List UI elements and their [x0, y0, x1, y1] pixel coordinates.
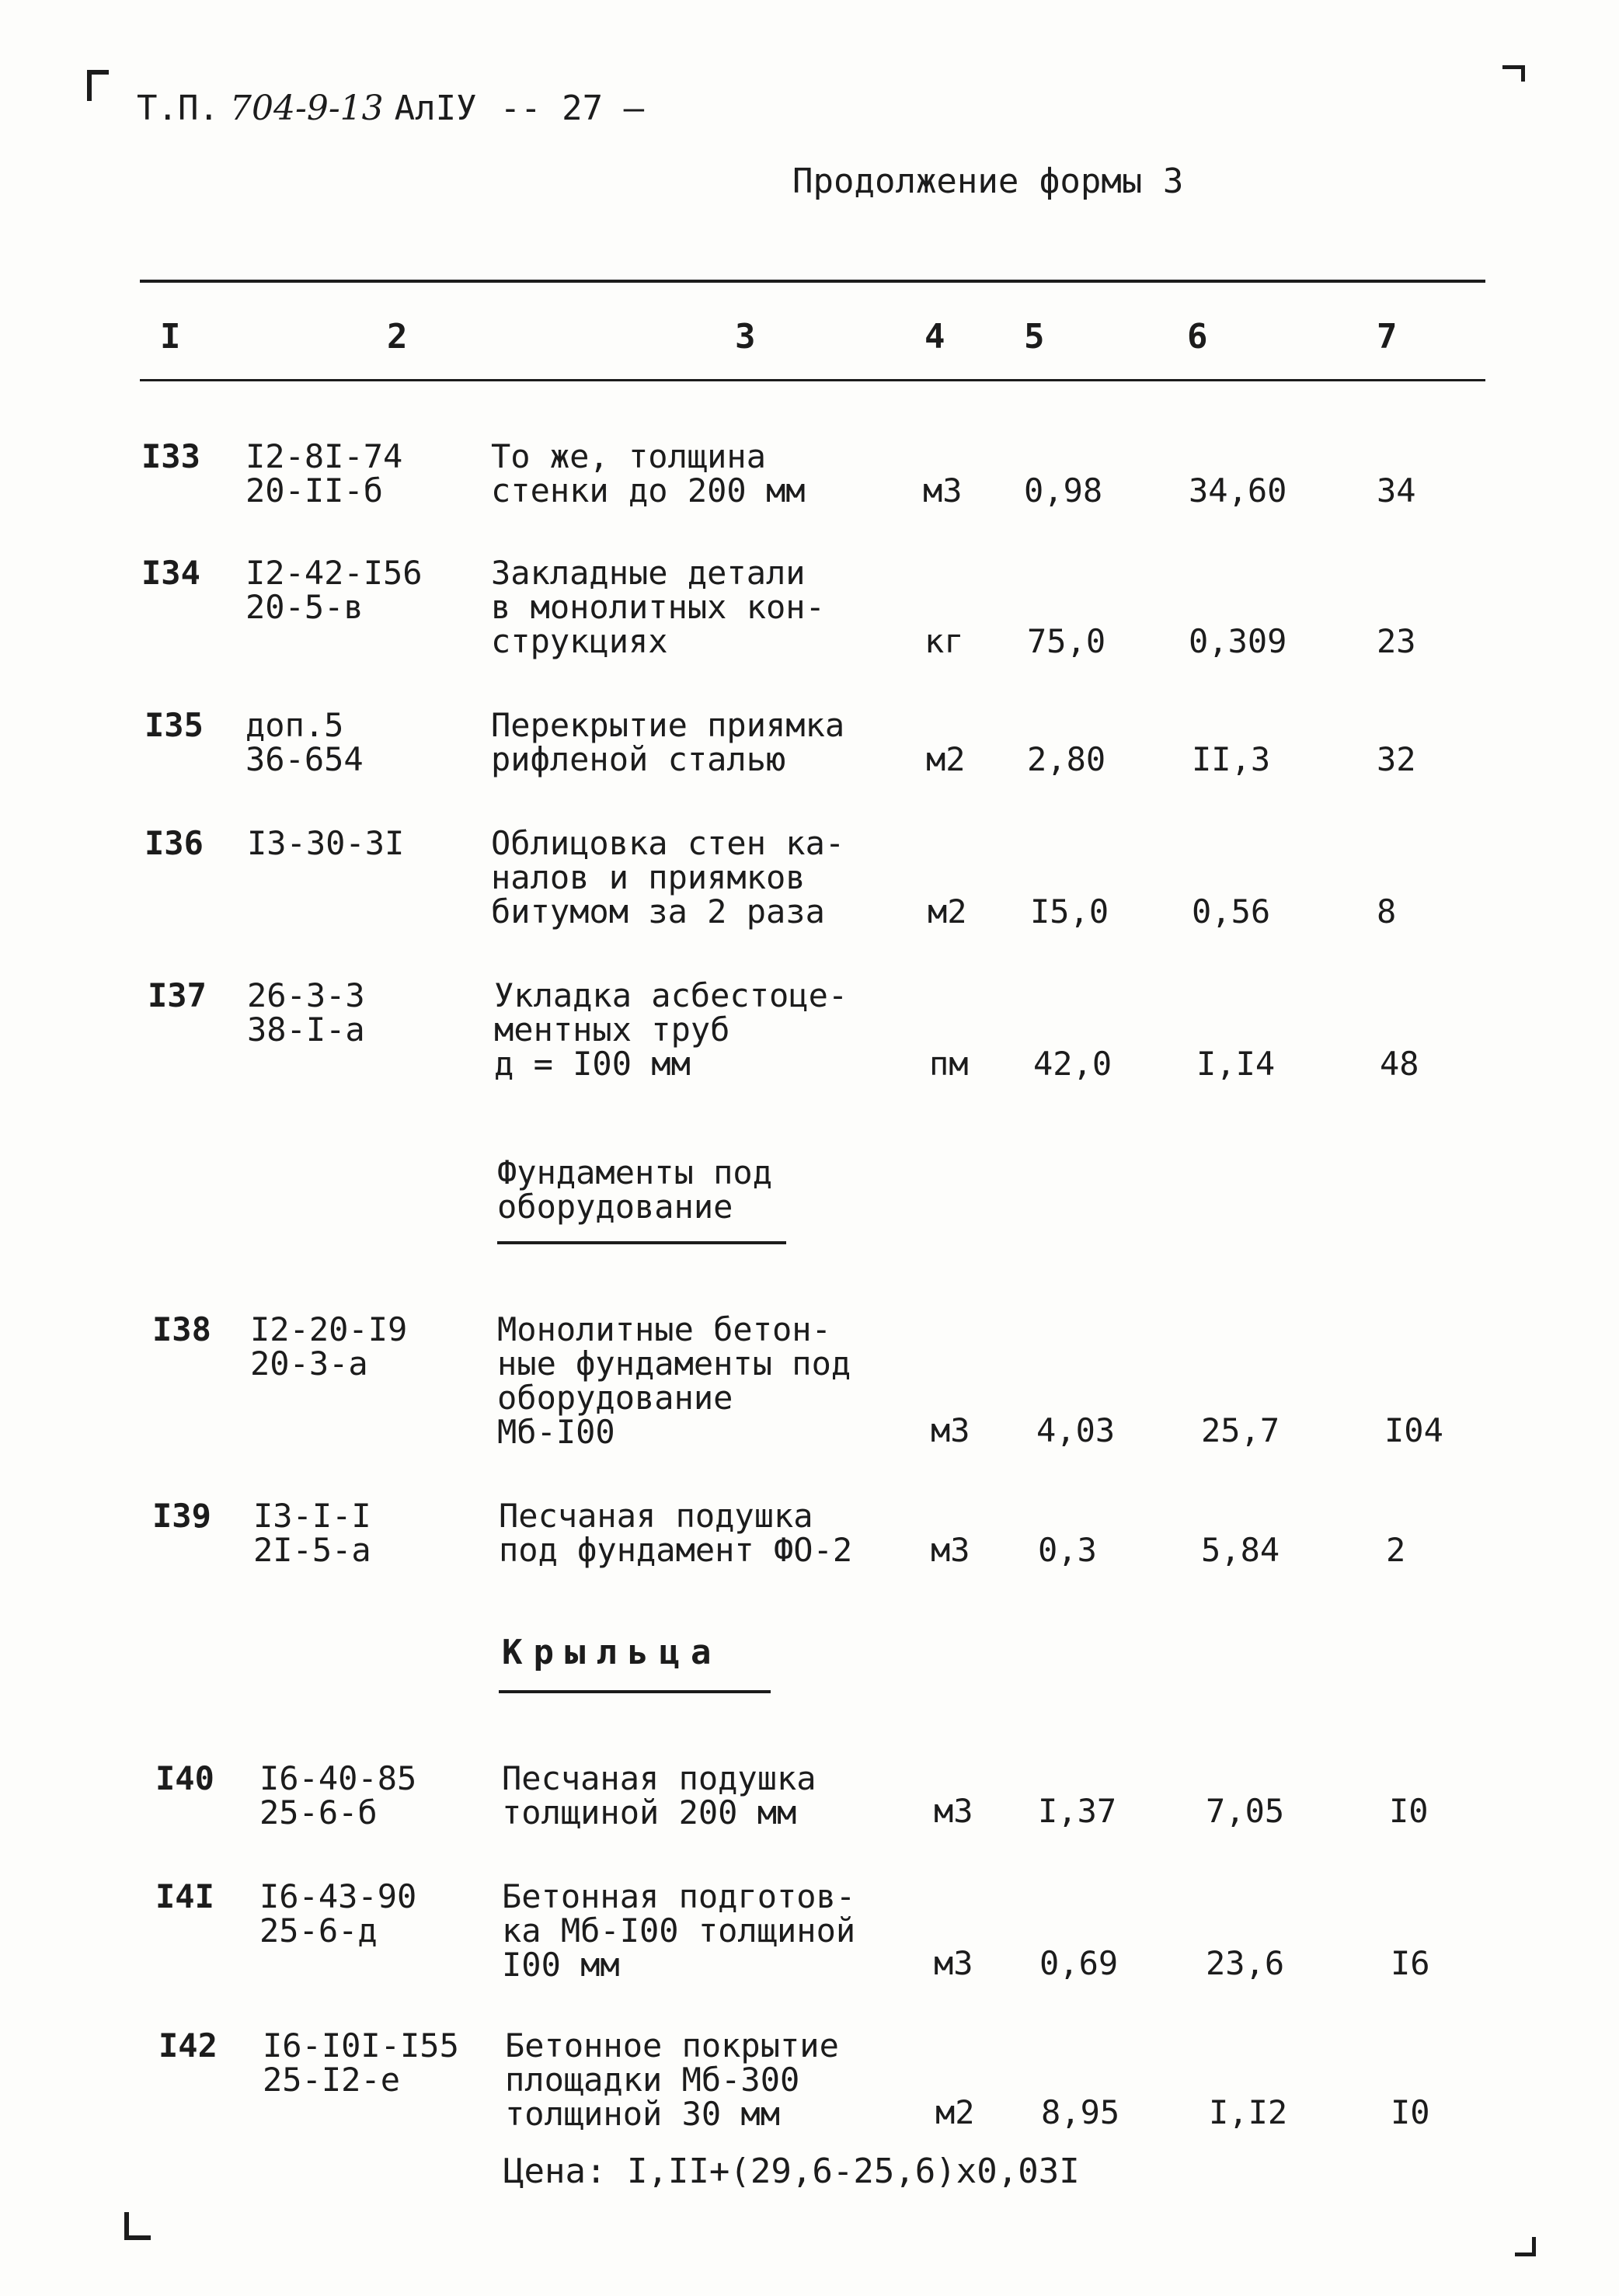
row-quantity: I5,0 — [1030, 892, 1109, 931]
row-unit: м3 — [931, 1531, 970, 1569]
row-code: I3-I-I 2I-5-а — [253, 1497, 371, 1569]
row-unit: м3 — [923, 471, 963, 510]
header-album: АлIУ — [394, 89, 477, 128]
row-description: Облицовка стен ка- налов и приямков битумом за 2 раза — [491, 824, 845, 931]
row-total: I04 — [1384, 1411, 1443, 1449]
row-unit-price: 7,05 — [1206, 1792, 1285, 1830]
row-total: 48 — [1380, 1045, 1419, 1083]
row-unit-price: 0,309 — [1189, 622, 1287, 660]
row-code: доп.5 36-654 — [245, 706, 364, 778]
row-unit: м2 — [926, 740, 966, 778]
row-unit-price: 5,84 — [1201, 1531, 1280, 1569]
row-description: То же, толщина стенки до 200 мм — [491, 437, 806, 510]
header-handwritten-code: 704-9-13 — [229, 89, 384, 128]
row-quantity: 4,03 — [1036, 1411, 1116, 1449]
document-header — [137, 89, 644, 128]
corner-mark-bottom-right — [1515, 2237, 1536, 2256]
row-code: I6-40-85 25-6-б — [259, 1759, 417, 1832]
row-code: I2-8I-74 20-II-б — [245, 437, 403, 510]
row-total: 8 — [1377, 892, 1397, 931]
row-quantity: 75,0 — [1027, 622, 1106, 660]
row-code: I6-43-90 25-6-д — [259, 1877, 417, 1950]
row-unit: пм — [929, 1045, 969, 1083]
row-description: Укладка асбестоце- ментных труб д = I00 мм — [494, 976, 848, 1083]
row-description: Песчаная подушка толщиной 200 мм — [502, 1759, 816, 1832]
section-title-porches: Крыльца — [502, 1633, 722, 1672]
form-subtitle: Продолжение формы 3 — [792, 162, 1184, 201]
row-quantity: 0,3 — [1038, 1531, 1097, 1569]
row-description: Бетонная подготов- ка Мб-I00 толщиной I00 мм — [502, 1877, 856, 1984]
row-code: I3-30-3I — [247, 824, 405, 862]
column-header-2: 2 — [387, 317, 408, 357]
row-code: 26-3-3 38-I-а — [247, 976, 365, 1049]
row-unit: м3 — [934, 1944, 973, 1982]
price-note: Цена: I,II+(29,6-25,6)x0,03I — [503, 2152, 1080, 2191]
table-top-rule — [140, 280, 1485, 283]
row-unit: м3 — [934, 1792, 973, 1830]
column-header-3: 3 — [735, 317, 756, 357]
row-number: I38 — [152, 1310, 211, 1348]
row-number: I39 — [152, 1497, 211, 1535]
table-header-rule — [140, 379, 1485, 381]
row-total: 34 — [1377, 471, 1416, 510]
row-description: Бетонное покрытие площадки Мб-300 толщиной 30 мм — [505, 2026, 839, 2133]
corner-mark-top-right — [1502, 65, 1525, 82]
row-unit: м2 — [935, 2093, 975, 2131]
row-number: I37 — [148, 976, 207, 1014]
column-header-4: 4 — [924, 317, 945, 357]
row-unit: м3 — [931, 1411, 970, 1449]
row-quantity: 0,69 — [1039, 1944, 1119, 1982]
row-total: 32 — [1377, 740, 1416, 778]
section-title-foundations: Фундаменты под оборудование — [497, 1153, 773, 1226]
section-underline — [499, 1690, 771, 1693]
row-code: I6-I0I-I55 25-I2-е — [263, 2026, 459, 2099]
corner-mark-top-left — [87, 70, 109, 101]
row-number: I33 — [141, 437, 200, 475]
row-number: I34 — [141, 554, 200, 592]
row-quantity: 0,98 — [1024, 471, 1103, 510]
row-code: I2-42-I56 20-5-в — [245, 554, 423, 626]
row-unit-price: II,3 — [1192, 740, 1271, 778]
row-number: I42 — [158, 2026, 218, 2065]
row-total: I0 — [1389, 1792, 1429, 1830]
row-unit: кг — [924, 622, 964, 660]
row-unit-price: I,I2 — [1209, 2093, 1288, 2131]
row-description: Закладные детали в монолитных кон- струкциях — [491, 554, 825, 660]
header-prefix: Т.П. — [137, 89, 219, 128]
row-number: I36 — [144, 824, 204, 862]
column-header-7: 7 — [1377, 317, 1398, 357]
row-number: I40 — [155, 1759, 214, 1797]
row-total: 2 — [1386, 1531, 1406, 1569]
row-quantity: 2,80 — [1027, 740, 1106, 778]
section-underline — [497, 1241, 786, 1244]
row-unit-price: 34,60 — [1189, 471, 1287, 510]
row-number: I35 — [144, 706, 204, 744]
row-unit-price: 23,6 — [1206, 1944, 1285, 1982]
row-total: 23 — [1377, 622, 1416, 660]
row-unit-price: 0,56 — [1192, 892, 1271, 931]
corner-mark-bottom-left — [124, 2212, 151, 2240]
column-header-5: 5 — [1024, 317, 1045, 357]
row-total: I6 — [1391, 1944, 1430, 1982]
row-description: Песчаная подушка под фундамент ФО-2 — [499, 1497, 853, 1569]
row-description: Монолитные бетон- ные фундаменты под оборудование Мб-I00 — [497, 1310, 851, 1451]
row-unit-price: I,I4 — [1196, 1045, 1276, 1083]
row-quantity: 42,0 — [1033, 1045, 1112, 1083]
row-unit: м2 — [928, 892, 967, 931]
row-quantity: I,37 — [1038, 1792, 1117, 1830]
row-unit-price: 25,7 — [1201, 1411, 1280, 1449]
column-header-6: 6 — [1187, 317, 1208, 357]
page-number: -- 27 — — [500, 89, 645, 128]
column-header-1: I — [160, 317, 181, 357]
row-code: I2-20-I9 20-3-а — [250, 1310, 408, 1383]
row-total: I0 — [1391, 2093, 1430, 2131]
row-quantity: 8,95 — [1041, 2093, 1120, 2131]
row-number: I4I — [155, 1877, 214, 1915]
row-description: Перекрытие приямка рифленой сталью — [491, 706, 845, 778]
